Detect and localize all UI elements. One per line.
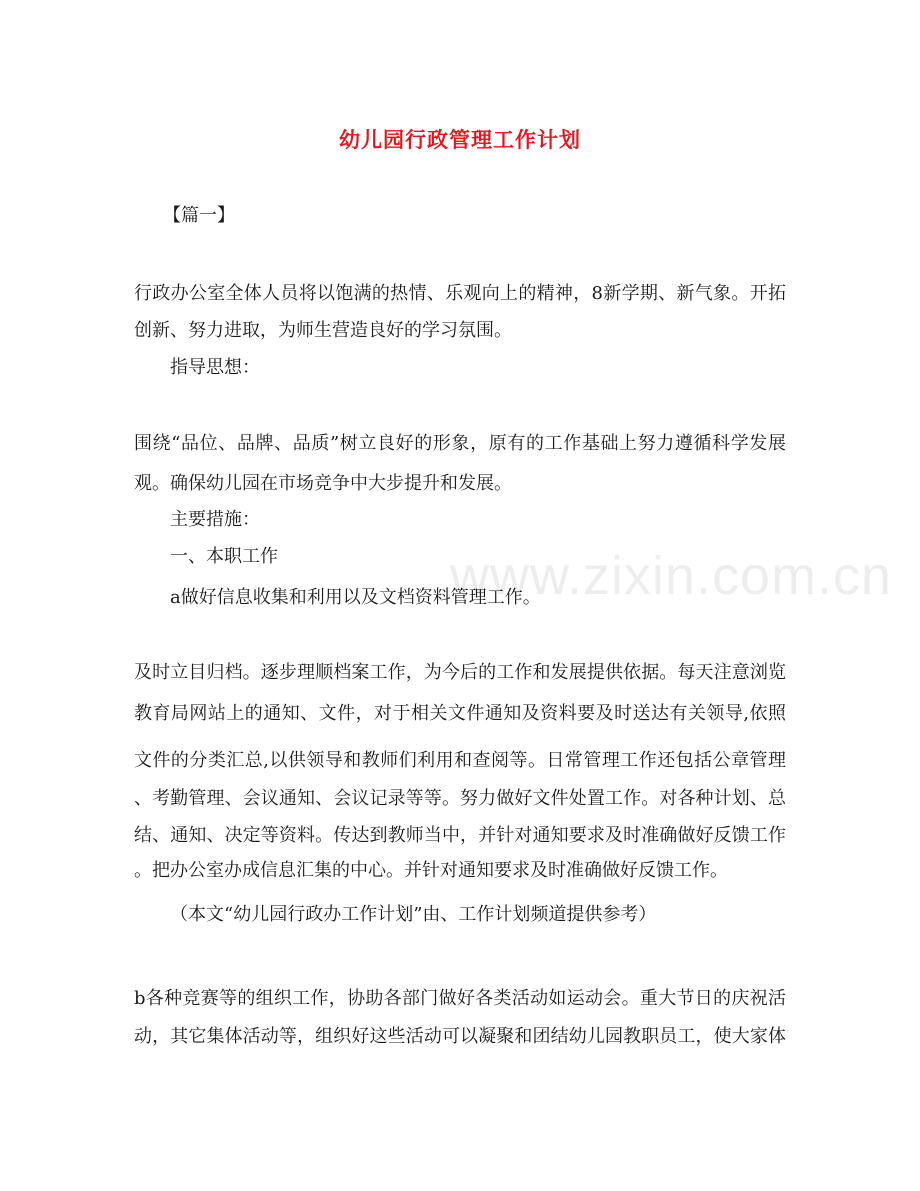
paragraph-line: b各种竞赛等的组织工作，协助各部门做好各类活动如运动会。重大节日的庆祝活 [134,988,786,1009]
subheading: 一、本职工作 [170,546,278,567]
paragraph-line: 文件的分类汇总,以供领导和教师们利用和查阅等。日常管理工作还包括公章管理 [134,750,786,771]
paragraph-line: 、考勤管理、会议通知、会议记录等等。努力做好文件处置工作。对各种计划、总 [134,788,786,809]
paragraph-line: 观。确保幼儿园在市场竞争中大步提升和发展。 [134,473,512,494]
paragraph-line: 。把办公室办成信息汇集的中心。并针对通知要求及时准确做好反馈工作。 [134,860,728,881]
source-note: （本文“幼儿园行政办工作计划”由、工作计划频道提供参考） [170,904,657,925]
subheading: 指导思想： [170,357,260,378]
document-title: 幼儿园行政管理工作计划 [339,127,581,152]
paragraph-line: a做好信息收集和利用以及文档资料管理工作。 [170,587,541,608]
section-label: 【篇一】 [163,205,235,226]
paragraph-line: 围绕“品位、品牌、品质”树立良好的形象，原有的工作基础上努力遵循科学发展 [134,433,786,454]
paragraph-line: 结、通知、决定等资料。传达到教师当中，并针对通知要求及时准确做好反馈工作 [134,825,786,846]
paragraph-line: 行政办公室全体人员将以饱满的热情、乐观向上的精神，8新学期、新气象。开拓 [134,283,786,304]
paragraph-line: 创新、努力进取，为师生营造良好的学习氛围。 [134,320,512,341]
paragraph-line: 及时立目归档。逐步理顺档案工作，为今后的工作和发展提供依据。每天注意浏览 [134,662,786,683]
subheading: 主要措施： [170,509,260,530]
paragraph-line: 动，其它集体活动等，组织好这些活动可以凝聚和团结幼儿园教职员工，使大家体 [134,1026,786,1047]
watermark: www.zixin.com.cn [450,546,893,606]
paragraph-line: 教育局网站上的通知、文件，对于相关文件通知及资料要及时送达有关领导,依照 [134,703,786,724]
